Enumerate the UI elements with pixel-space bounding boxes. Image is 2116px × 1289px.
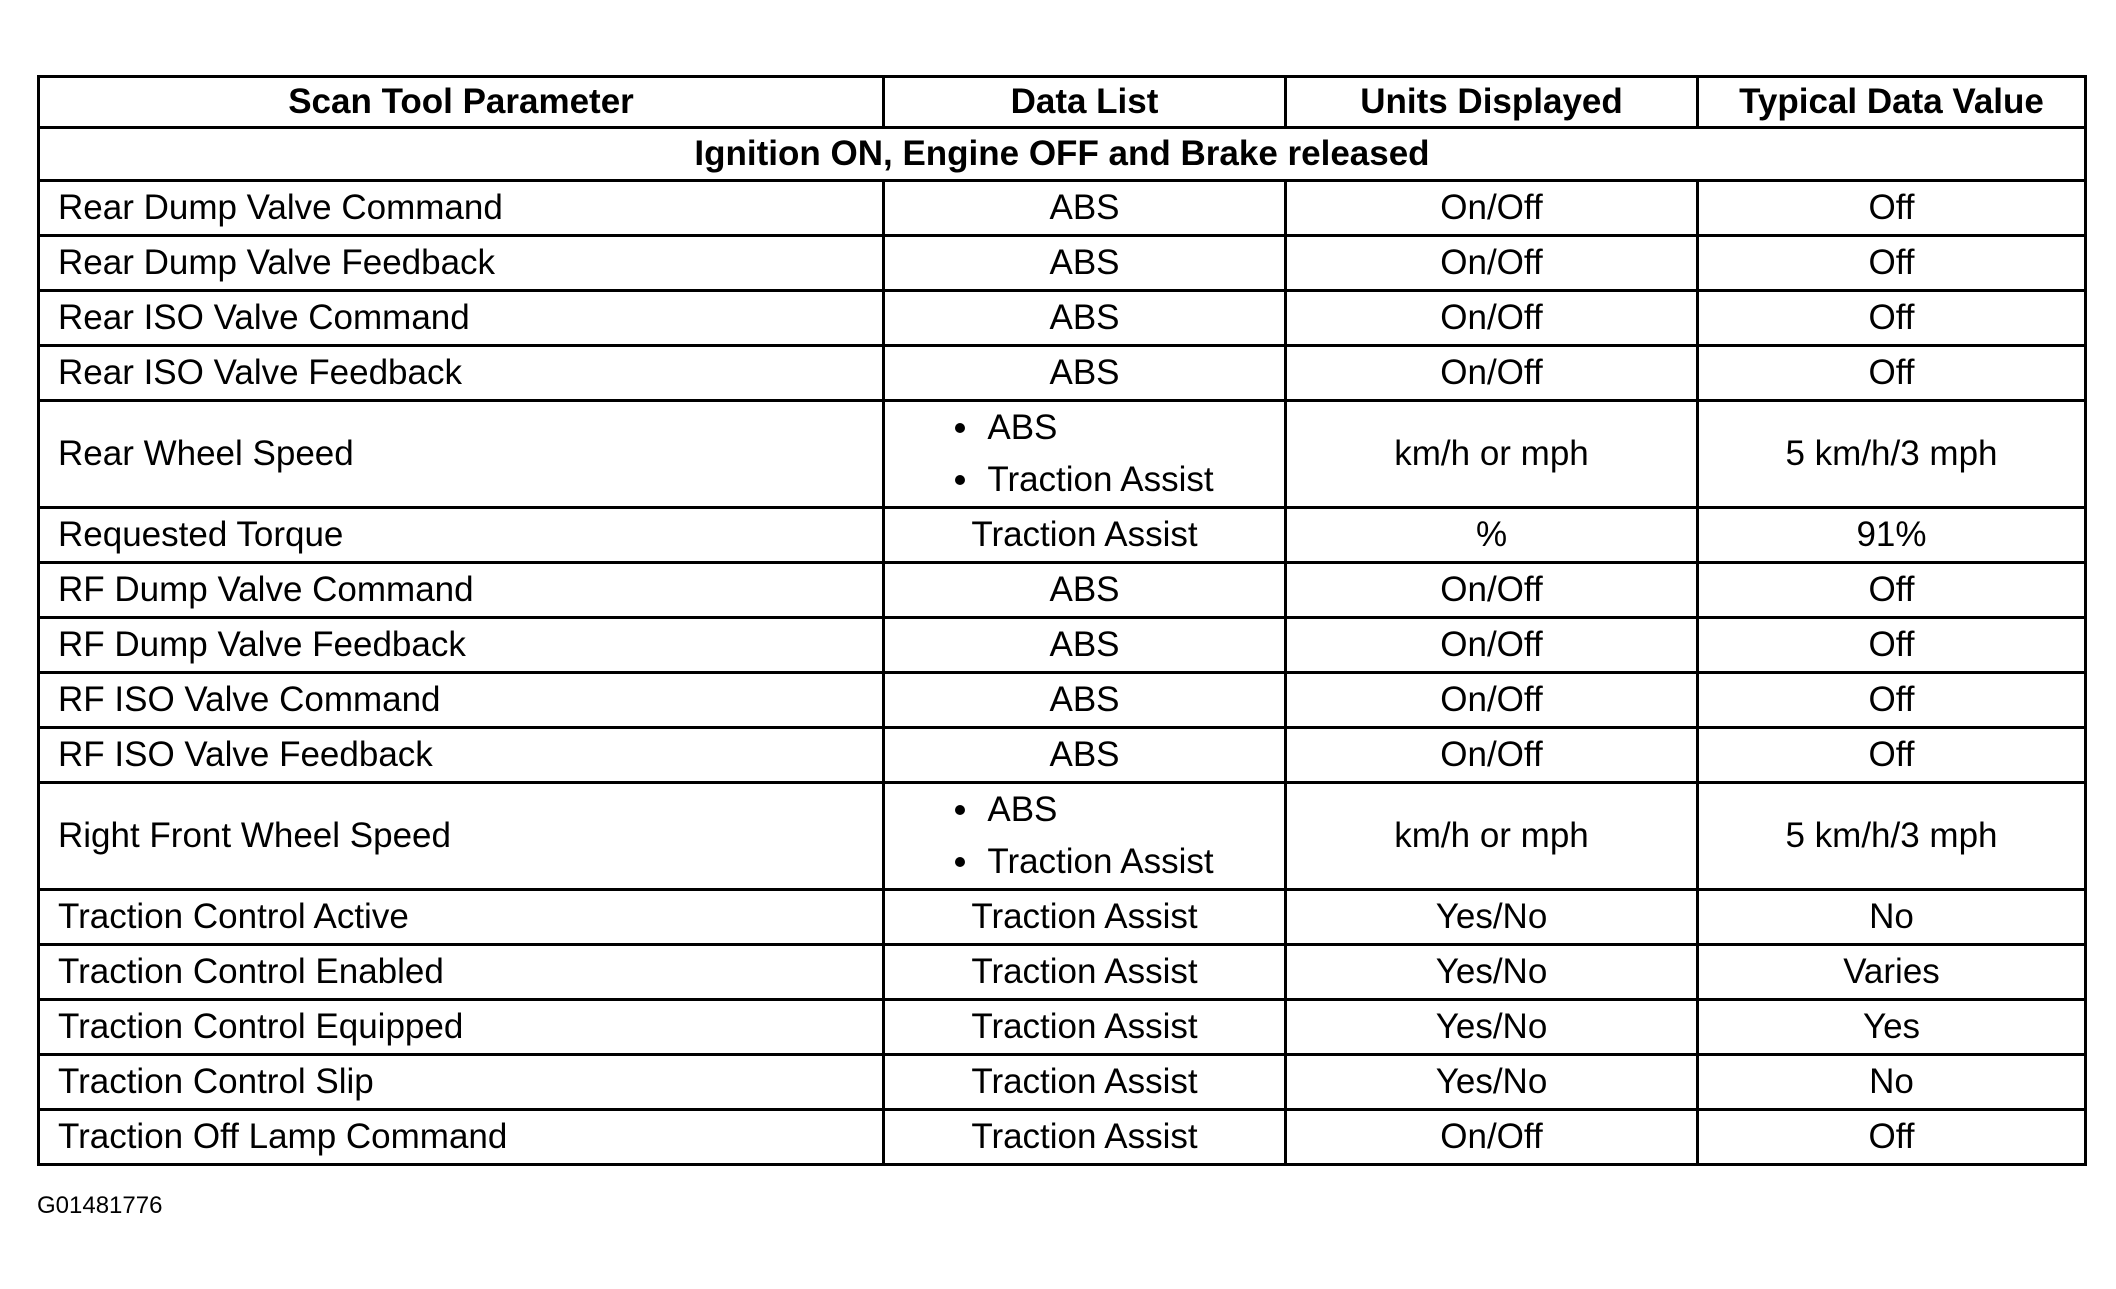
- bullet-icon: [955, 857, 965, 867]
- cell-data-list: ABS: [884, 618, 1286, 673]
- cell-units-displayed: On/Off: [1286, 673, 1698, 728]
- cell-data-list: ABS: [884, 291, 1286, 346]
- cell-units-displayed: On/Off: [1286, 618, 1698, 673]
- table-row: [39, 1055, 2086, 1110]
- cell-units-displayed: On/Off: [1286, 1110, 1698, 1165]
- data-list-bullets: [955, 402, 1213, 506]
- cell-parameter: Right Front Wheel Speed: [39, 783, 884, 890]
- section-title: Ignition ON, Engine OFF and Brake released: [39, 128, 2086, 181]
- header-scan-tool-parameter: Scan Tool Parameter: [39, 77, 884, 128]
- cell-typical-value: Off: [1698, 181, 2086, 236]
- cell-units-displayed: On/Off: [1286, 728, 1698, 783]
- table-row: [39, 401, 2086, 508]
- cell-typical-value: Off: [1698, 291, 2086, 346]
- table-row: [39, 563, 2086, 618]
- data-list-item-label: Traction Assist: [987, 460, 1214, 499]
- cell-parameter: Rear ISO Valve Feedback: [39, 346, 884, 401]
- figure-id: G01481776: [37, 1192, 163, 1219]
- cell-units-displayed: Yes/No: [1286, 1000, 1698, 1055]
- cell-parameter: Rear Dump Valve Command: [39, 181, 884, 236]
- cell-data-list: ABS: [884, 181, 1286, 236]
- data-list-item-label: ABS: [987, 408, 1058, 447]
- table-row: [39, 346, 2086, 401]
- header-typical-data-value: Typical Data Value: [1698, 77, 2086, 128]
- cell-typical-value: Off: [1698, 618, 2086, 673]
- cell-units-displayed: Yes/No: [1286, 1055, 1698, 1110]
- cell-units-displayed: On/Off: [1286, 563, 1698, 618]
- cell-data-list: Traction Assist: [884, 1110, 1286, 1165]
- header-units-displayed: Units Displayed: [1286, 77, 1698, 128]
- data-list-item: [955, 454, 1213, 506]
- cell-typical-value: Varies: [1698, 945, 2086, 1000]
- cell-typical-value: No: [1698, 890, 2086, 945]
- cell-typical-value: Off: [1698, 673, 2086, 728]
- table-row: [39, 1000, 2086, 1055]
- cell-parameter: Rear Wheel Speed: [39, 401, 884, 508]
- table-row: [39, 890, 2086, 945]
- cell-parameter: RF ISO Valve Feedback: [39, 728, 884, 783]
- cell-units-displayed: On/Off: [1286, 236, 1698, 291]
- table-row: [39, 508, 2086, 563]
- data-list-item-label: ABS: [987, 790, 1058, 829]
- cell-typical-value: Off: [1698, 236, 2086, 291]
- cell-units-displayed: On/Off: [1286, 346, 1698, 401]
- data-list-item: [955, 836, 1213, 888]
- cell-typical-value: Off: [1698, 563, 2086, 618]
- table-row: [39, 181, 2086, 236]
- cell-data-list: ABS: [884, 346, 1286, 401]
- data-list-bullets: [955, 784, 1213, 888]
- table-body: [39, 128, 2086, 1165]
- cell-typical-value: 91%: [1698, 508, 2086, 563]
- cell-data-list: ABS: [884, 236, 1286, 291]
- table-row: [39, 673, 2086, 728]
- cell-typical-value: Off: [1698, 1110, 2086, 1165]
- cell-typical-value: No: [1698, 1055, 2086, 1110]
- table-row: [39, 728, 2086, 783]
- cell-units-displayed: On/Off: [1286, 291, 1698, 346]
- data-list-item: [955, 784, 1213, 836]
- section-row: [39, 128, 2086, 181]
- cell-data-list: Traction Assist: [884, 508, 1286, 563]
- cell-typical-value: Off: [1698, 728, 2086, 783]
- cell-typical-value: 5 km/h/3 mph: [1698, 401, 2086, 508]
- cell-units-displayed: On/Off: [1286, 181, 1698, 236]
- cell-data-list: [884, 401, 1286, 508]
- cell-data-list: ABS: [884, 728, 1286, 783]
- header-data-list: Data List: [884, 77, 1286, 128]
- bullet-icon: [955, 475, 965, 485]
- cell-typical-value: Yes: [1698, 1000, 2086, 1055]
- cell-parameter: Rear Dump Valve Feedback: [39, 236, 884, 291]
- cell-data-list: Traction Assist: [884, 945, 1286, 1000]
- cell-parameter: Traction Off Lamp Command: [39, 1110, 884, 1165]
- table-header-row: [39, 77, 2086, 128]
- table-row: [39, 945, 2086, 1000]
- table-row: [39, 618, 2086, 673]
- cell-parameter: Traction Control Active: [39, 890, 884, 945]
- cell-units-displayed: km/h or mph: [1286, 783, 1698, 890]
- cell-units-displayed: km/h or mph: [1286, 401, 1698, 508]
- cell-parameter: Rear ISO Valve Command: [39, 291, 884, 346]
- scan-tool-data-table-container: [37, 75, 2084, 1166]
- cell-typical-value: Off: [1698, 346, 2086, 401]
- bullet-icon: [955, 805, 965, 815]
- cell-data-list: Traction Assist: [884, 1055, 1286, 1110]
- table-row: [39, 291, 2086, 346]
- cell-parameter: Traction Control Enabled: [39, 945, 884, 1000]
- cell-data-list: ABS: [884, 563, 1286, 618]
- data-list-item-label: Traction Assist: [987, 842, 1214, 881]
- cell-parameter: Traction Control Slip: [39, 1055, 884, 1110]
- cell-units-displayed: %: [1286, 508, 1698, 563]
- cell-data-list: Traction Assist: [884, 890, 1286, 945]
- cell-parameter: RF Dump Valve Feedback: [39, 618, 884, 673]
- table-row: [39, 236, 2086, 291]
- cell-units-displayed: Yes/No: [1286, 890, 1698, 945]
- cell-data-list: ABS: [884, 673, 1286, 728]
- cell-parameter: RF ISO Valve Command: [39, 673, 884, 728]
- cell-typical-value: 5 km/h/3 mph: [1698, 783, 2086, 890]
- bullet-icon: [955, 423, 965, 433]
- cell-parameter: Requested Torque: [39, 508, 884, 563]
- scan-tool-data-table: [37, 75, 2087, 1166]
- cell-parameter: Traction Control Equipped: [39, 1000, 884, 1055]
- cell-data-list: [884, 783, 1286, 890]
- cell-units-displayed: Yes/No: [1286, 945, 1698, 1000]
- cell-parameter: RF Dump Valve Command: [39, 563, 884, 618]
- table-row: [39, 783, 2086, 890]
- cell-data-list: Traction Assist: [884, 1000, 1286, 1055]
- table-row: [39, 1110, 2086, 1165]
- data-list-item: [955, 402, 1213, 454]
